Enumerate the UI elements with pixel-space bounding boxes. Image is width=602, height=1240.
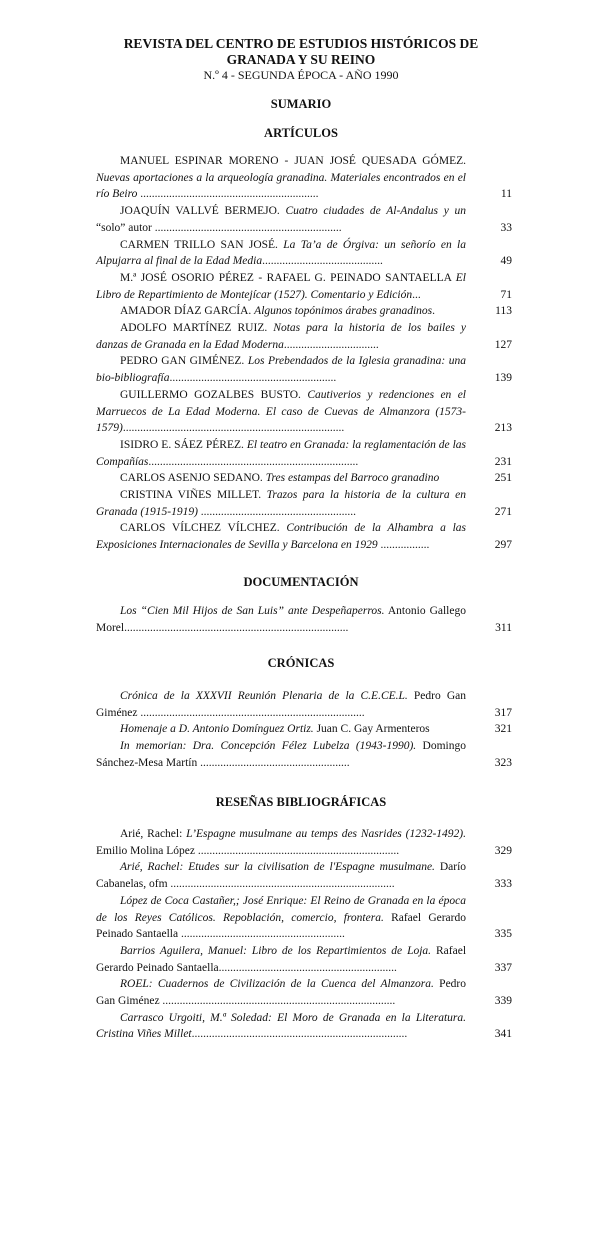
- page-number: 33: [500, 221, 512, 234]
- documentacion-list: [96, 603, 512, 636]
- page-number: 251: [494, 472, 512, 485]
- page-number: 213: [494, 422, 512, 435]
- page-number: 337: [494, 961, 512, 974]
- list-item: M.ª JOSÉ OSORIO PÉREZ - RAFAEL G. PEINADO SANTAELLA El Libro de Repartimiento de Montejícar (1527). Comentario y Edición... 71: [96, 270, 512, 303]
- list-item: JOAQUÍN VALLVÉ BERMEJO. Cuatro ciudades de Al-Andalus y un “solo” autor ................................................................. 33: [96, 203, 512, 236]
- page-number: 297: [494, 539, 512, 552]
- list-item: Crónica de la XXXVII Reunión Plenaria de la C.E.CE.L. Pedro Gan Giménez .............................................................................. 317: [96, 688, 512, 721]
- page-number: 71: [500, 288, 512, 301]
- resenas-heading: RESEÑAS BIBLIOGRÁFICAS: [215, 795, 387, 809]
- page-number: 49: [500, 255, 512, 268]
- issue-subtitle: N.º 4 - SEGUNDA ÉPOCA - AÑO 1990: [203, 68, 399, 82]
- list-item: CRISTINA VIÑES MILLET. Trazos para la historia de la cultura en Granada (1915-1919) ...................................................... 271: [96, 487, 512, 520]
- list-item: PEDRO GAN GIMÉNEZ. Los Prebendados de la Iglesia granadina: una bio-bibliografía.......................................................... 139: [96, 353, 512, 386]
- page-number: 341: [494, 1028, 512, 1041]
- page-number: 317: [494, 706, 512, 719]
- list-item: ISIDRO E. SÁEZ PÉREZ. El teatro en Granada: la reglamentación de las Compañías......................................................................... 231: [96, 437, 512, 470]
- list-item: In memorian: Dra. Concepción Félez Lubelza (1943-1990). Domingo Sánchez-Mesa Martín .................................................... 323: [96, 738, 512, 771]
- list-item: CARLOS ASENJO SEDANO. Tres estampas del Barroco granadino 251: [96, 470, 512, 487]
- journal-header: [0, 36, 602, 82]
- page-number: 311: [495, 621, 512, 634]
- page-number: 321: [494, 723, 512, 736]
- list-item: CARMEN TRILLO SAN JOSÉ. La Ta’a de Órgiva: un señorío en la Alpujarra al final de la Edad Media.......................................... 49: [96, 237, 512, 270]
- page-number: 231: [494, 455, 512, 468]
- cronicas-list: [96, 688, 512, 772]
- page-number: 127: [494, 338, 512, 351]
- page-number: 335: [494, 928, 512, 941]
- page-number: 11: [500, 188, 512, 201]
- list-item: CARLOS VÍLCHEZ VÍLCHEZ. Contribución de la Alhambra a las Exposiciones Internacionales de Sevilla y Barcelona en 1929 ................. 297: [96, 520, 512, 553]
- page-number: 323: [494, 756, 512, 769]
- list-item: López de Coca Castañer,; José Enrique: El Reino de Granada en la época de los Reyes Católicos. Repoblación, comercio, frontera. Rafael Gerardo Peinado Santaella ......................................................... 335: [96, 893, 512, 943]
- cronicas-heading: CRÓNICAS: [267, 656, 335, 670]
- articulos-heading: ARTÍCULOS: [264, 126, 338, 140]
- page-number: 329: [494, 844, 512, 857]
- page-number: 339: [494, 995, 512, 1008]
- page-number: 113: [495, 305, 512, 318]
- list-item: Los “Cien Mil Hijos de San Luis” ante Despeñaperros. Antonio Gallego Morel.............................................................................. 311: [96, 603, 512, 636]
- list-item: Arié, Rachel: Etudes sur la civilisation de l'Espagne musulmane. Darío Cabanelas, ofm .............................................................................. 333: [96, 859, 512, 892]
- journal-title-line2: GRANADA Y SU REINO: [226, 52, 376, 67]
- sumario-heading: SUMARIO: [270, 97, 332, 111]
- documentacion-heading: DOCUMENTACIÓN: [243, 575, 359, 589]
- list-item: Homenaje a D. Antonio Domínguez Ortiz. Juan C. Gay Armenteros 321: [96, 721, 512, 738]
- journal-title-line1: REVISTA DEL CENTRO DE ESTUDIOS HISTÓRICOS DE: [123, 36, 479, 51]
- page-number: 271: [494, 505, 512, 518]
- list-item: Arié, Rachel: L’Espagne musulmane au temps des Nasrides (1232-1492). Emilio Molina López ...................................................................... 329: [96, 826, 512, 859]
- articulos-list: [96, 153, 512, 554]
- page-number: 333: [494, 878, 512, 891]
- list-item: MANUEL ESPINAR MORENO - JUAN JOSÉ QUESADA GÓMEZ. Nuevas aportaciones a la arqueología granadina. Materiales encontrados en el río Beiro .............................................................. 11: [96, 153, 512, 203]
- list-item: ADOLFO MARTÍNEZ RUIZ. Notas para la historia de los bailes y danzas de Granada en la Edad Moderna................................. 127: [96, 320, 512, 353]
- list-item: AMADOR DÍAZ GARCÍA. Algunos topónimos árabes granadinos. 113: [96, 303, 512, 320]
- list-item: ROEL: Cuadernos de Civilización de la Cuenca del Almanzora. Pedro Gan Giménez ................................................................................. 339: [96, 976, 512, 1009]
- page-number: 139: [494, 372, 512, 385]
- resenas-list: [96, 826, 512, 1043]
- list-item: Barrios Aguilera, Manuel: Libro de los Repartimientos de Loja. Rafael Gerardo Peinado Santaella.............................................................. 337: [96, 943, 512, 976]
- list-item: GUILLERMO GOZALBES BUSTO. Cautiverios y redenciones en el Marruecos de La Edad Moderna. El caso de Cuevas de Almanzora (1573-1579)............................................................................. 213: [96, 387, 512, 437]
- list-item: Carrasco Urgoiti, M.ª Soledad: El Moro de Granada en la Literatura. Cristina Viñes Millet........................................................................... 341: [96, 1010, 512, 1043]
